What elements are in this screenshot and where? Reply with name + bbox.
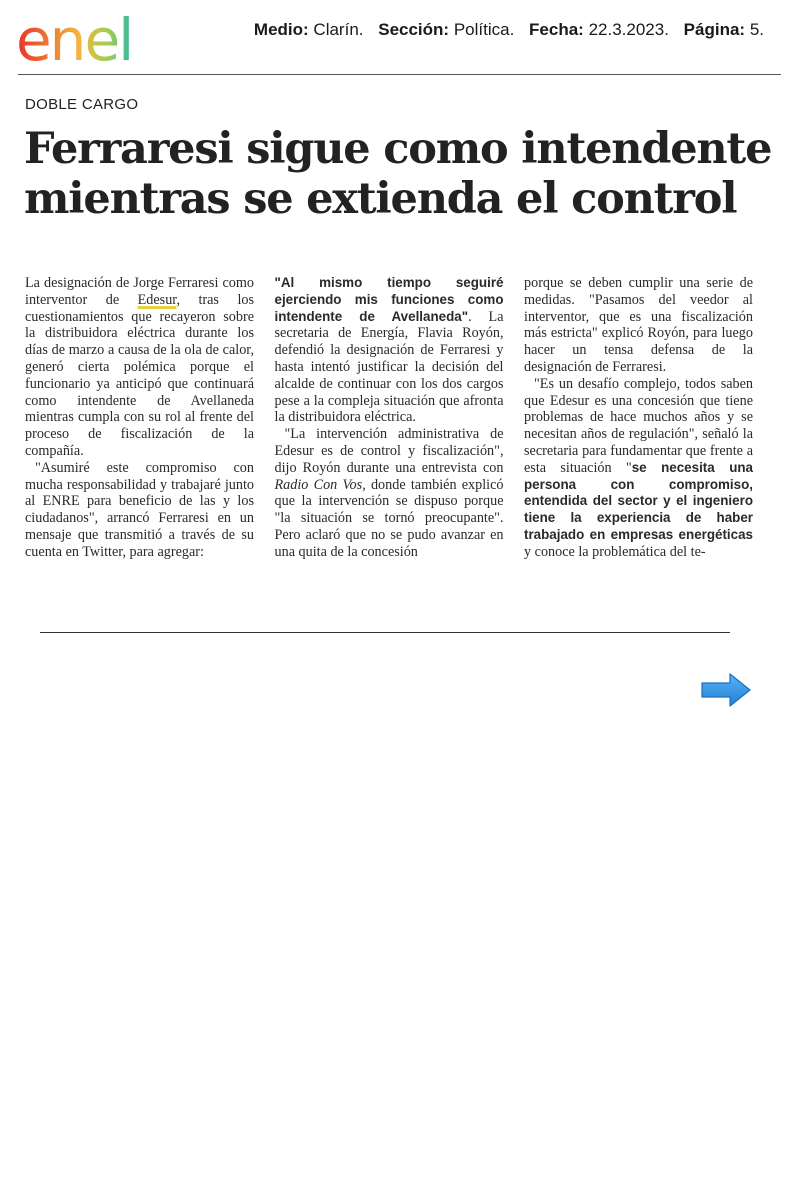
bold-quote: "Al mismo tiempo seguiré ejerciendo mis funciones como intendente de Avellaneda" (274, 275, 504, 324)
publication-info (254, 20, 764, 40)
italic-radio-name: Radio Con Vos (274, 476, 363, 493)
text-run: , donde también explicó que la intervención se dispuso porque "la situación se tornó preocupante". Pero aclaró que no se pudo avanzar en una quita de la concesión (274, 476, 504, 560)
fecha-label: Fecha: (529, 20, 584, 39)
article-bottom-divider (40, 632, 730, 633)
text-run: La designación de Jorge Ferraresi como interventor de (25, 275, 254, 308)
arrow-right-icon[interactable] (700, 672, 752, 708)
text-run: "La intervención administrativa de Edesur es de control y fiscalización", dijo Royón durante una entrevista con (274, 426, 504, 476)
article-column-2 (275, 275, 504, 561)
medio-value: Clarín. (313, 20, 364, 39)
medio-label: Medio: (253, 20, 309, 39)
paragraph: "Asumiré este compromiso con mucha responsabilidad y trabajaré junto al ENRE para beneficio de las y los ciudadanos", arrancó Ferraresi en un mensaje que transmitió a través de su cuenta en Twitter, para agregar: (25, 459, 254, 560)
article-column-1 (25, 275, 254, 561)
section-kicker: DOBLE CARGO (25, 96, 139, 113)
paragraph (275, 275, 504, 426)
paragraph (25, 275, 254, 460)
article-headline (24, 124, 772, 224)
headline-line-2: mientras se extienda el control (24, 174, 737, 224)
paragraph (275, 426, 504, 560)
article-body (25, 275, 753, 561)
logo-text: enel (16, 6, 133, 68)
text-run: y conoce la problemática del te- (524, 543, 706, 560)
highlighted-edesur: Edesur (137, 291, 177, 308)
paragraph: porque se deben cumplir una serie de medidas. "Pasamos del veedor al interventor, que es una fiscalización más estricta" explicó Royón, para luego hacer un tensa defensa de la designación de Ferraresi. (524, 275, 753, 375)
pagina-label: Página: (683, 20, 746, 39)
text-run: "Es un desafío complejo, todos saben que Edesur es una concesión que tiene problemas de hace muchos años y se necesitan años de regulación", señaló la secretaria para fundamentar que frente a esta situación " (524, 375, 753, 476)
bold-quote: se necesita una persona con compromiso, entendida del sector y el ingeniero tiene la experiencia de haber trabajado en empresas energéticas (524, 459, 753, 542)
headline-line-1: Ferraresi sigue como intendente (24, 124, 772, 174)
text-run: . La secretaria de Energía, Flavia Royón, defendió la designación de Ferraresi y hasta intentó justificar la decisión del alcalde de continuar con los dos cargos pese a la compleja situación que afronta la distribuidora eléctrica. (274, 308, 504, 426)
pagina-value: 5. (749, 20, 764, 39)
fecha-value: 22.3.2023. (588, 20, 669, 39)
seccion-label: Sección: (378, 20, 450, 39)
header-divider (18, 74, 781, 75)
seccion-value: Política. (453, 20, 515, 39)
enel-logo (16, 6, 181, 68)
text-run: , tras los cuestionamientos que recayeron sobre la distribuidora eléctrica durante los días de marzo a causa de la ola de calor, generó cierta polémica porque el funcionario ya anticipó que continuará como intendente de Avellaneda mientras cumpla con su rol al frente del proceso de fiscalización de la compañía. (25, 291, 254, 459)
paragraph (524, 376, 753, 561)
article-column-3 (524, 275, 753, 561)
